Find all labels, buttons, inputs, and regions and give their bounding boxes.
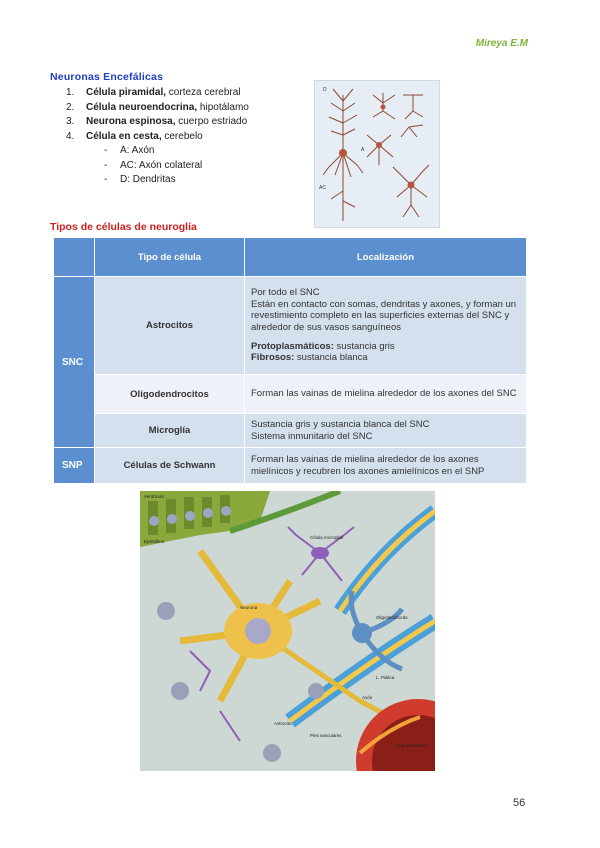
- type-astrocitos: Astrocitos: [95, 277, 245, 375]
- header-localizacion: Localización: [245, 238, 527, 277]
- system-snc: SNC: [54, 277, 95, 448]
- neuroglia-table: [53, 237, 527, 484]
- type-schwann: Células de Schwann: [95, 448, 245, 484]
- label-microglia: Célula microglial: [310, 535, 344, 540]
- list-item: - A: Axón: [104, 145, 155, 156]
- table-row: [54, 414, 527, 448]
- author-signature: Mireya E.M: [475, 38, 528, 49]
- label-neurona: Neurona: [240, 605, 258, 610]
- list-item: 1. Célula piramidal, corteza cerebral: [66, 87, 241, 98]
- label-pial: L. Piálica: [376, 675, 395, 680]
- abbreviation-legend: [104, 144, 202, 188]
- system-snp: SNP: [54, 448, 95, 484]
- label-pies: Pies vasculares: [310, 733, 342, 738]
- loc-astrocitos: Por todo el SNC Están en contacto con somas, dendritas y axones, y forman un revestimiento completo en las superficies externas del SNC y alrededor de sus vasos sanguíneos Protoplasmáticos: sustancia gris Fibrosos: sustancia blanca: [245, 277, 527, 375]
- page-number: 56: [513, 797, 526, 809]
- list-item: 2. Célula neuroendocrina, hipotálamo: [66, 101, 249, 113]
- list-item: 3. Neurona espinosa, cuerpo estriado: [66, 116, 248, 128]
- neuron-types-illustration: [314, 80, 440, 228]
- label-d: D: [323, 87, 327, 93]
- label-ventriculo: Ventrículo: [144, 494, 165, 499]
- neuron-types-list: [66, 86, 249, 144]
- table-row: [54, 277, 527, 375]
- table-row: [54, 448, 527, 484]
- neuron-drawing: [315, 81, 439, 227]
- type-oligodendrocitos: Oligodendrocitos: [95, 375, 245, 414]
- list-item: 4. Célula en cesta, cerebelo: [66, 130, 203, 142]
- header-tipo: Tipo de célula: [95, 238, 245, 277]
- label-arteria: Arteria cerebral: [396, 743, 427, 748]
- neuroglia-drawing: [140, 491, 435, 771]
- neuroglia-illustration: [140, 491, 435, 771]
- neuronas-heading: Neuronas Encefálicas: [50, 71, 164, 83]
- neuroglia-heading: Tipos de células de neuroglía: [50, 221, 197, 233]
- label-a: A: [361, 147, 365, 153]
- label-oligodendrocito: Oligodendrocito: [376, 615, 408, 620]
- label-ac: AC: [319, 185, 326, 191]
- list-item: - AC: Axón colateral: [104, 159, 203, 171]
- table-row: [54, 375, 527, 414]
- list-item: - D: Dendritas: [104, 174, 176, 186]
- loc-schwann: Forman las vainas de mielina alrededor de los axones mielínicos y recubren los axones amielínicos en el SNP: [245, 448, 527, 484]
- loc-microglia: Sustancia gris y sustancia blanca del SNC Sistema inmunitario del SNC: [245, 414, 527, 448]
- loc-oligodendrocitos: Forman las vainas de mielina alrededor de los axones del SNC: [245, 375, 527, 414]
- label-axon: Axón: [362, 695, 373, 700]
- type-microglia: Microglía: [95, 414, 245, 448]
- header-empty: [54, 238, 95, 277]
- label-ependimo: Epéndimo: [144, 539, 165, 544]
- table-header-row: [54, 238, 527, 277]
- label-astrocito: Astrocito: [274, 721, 292, 726]
